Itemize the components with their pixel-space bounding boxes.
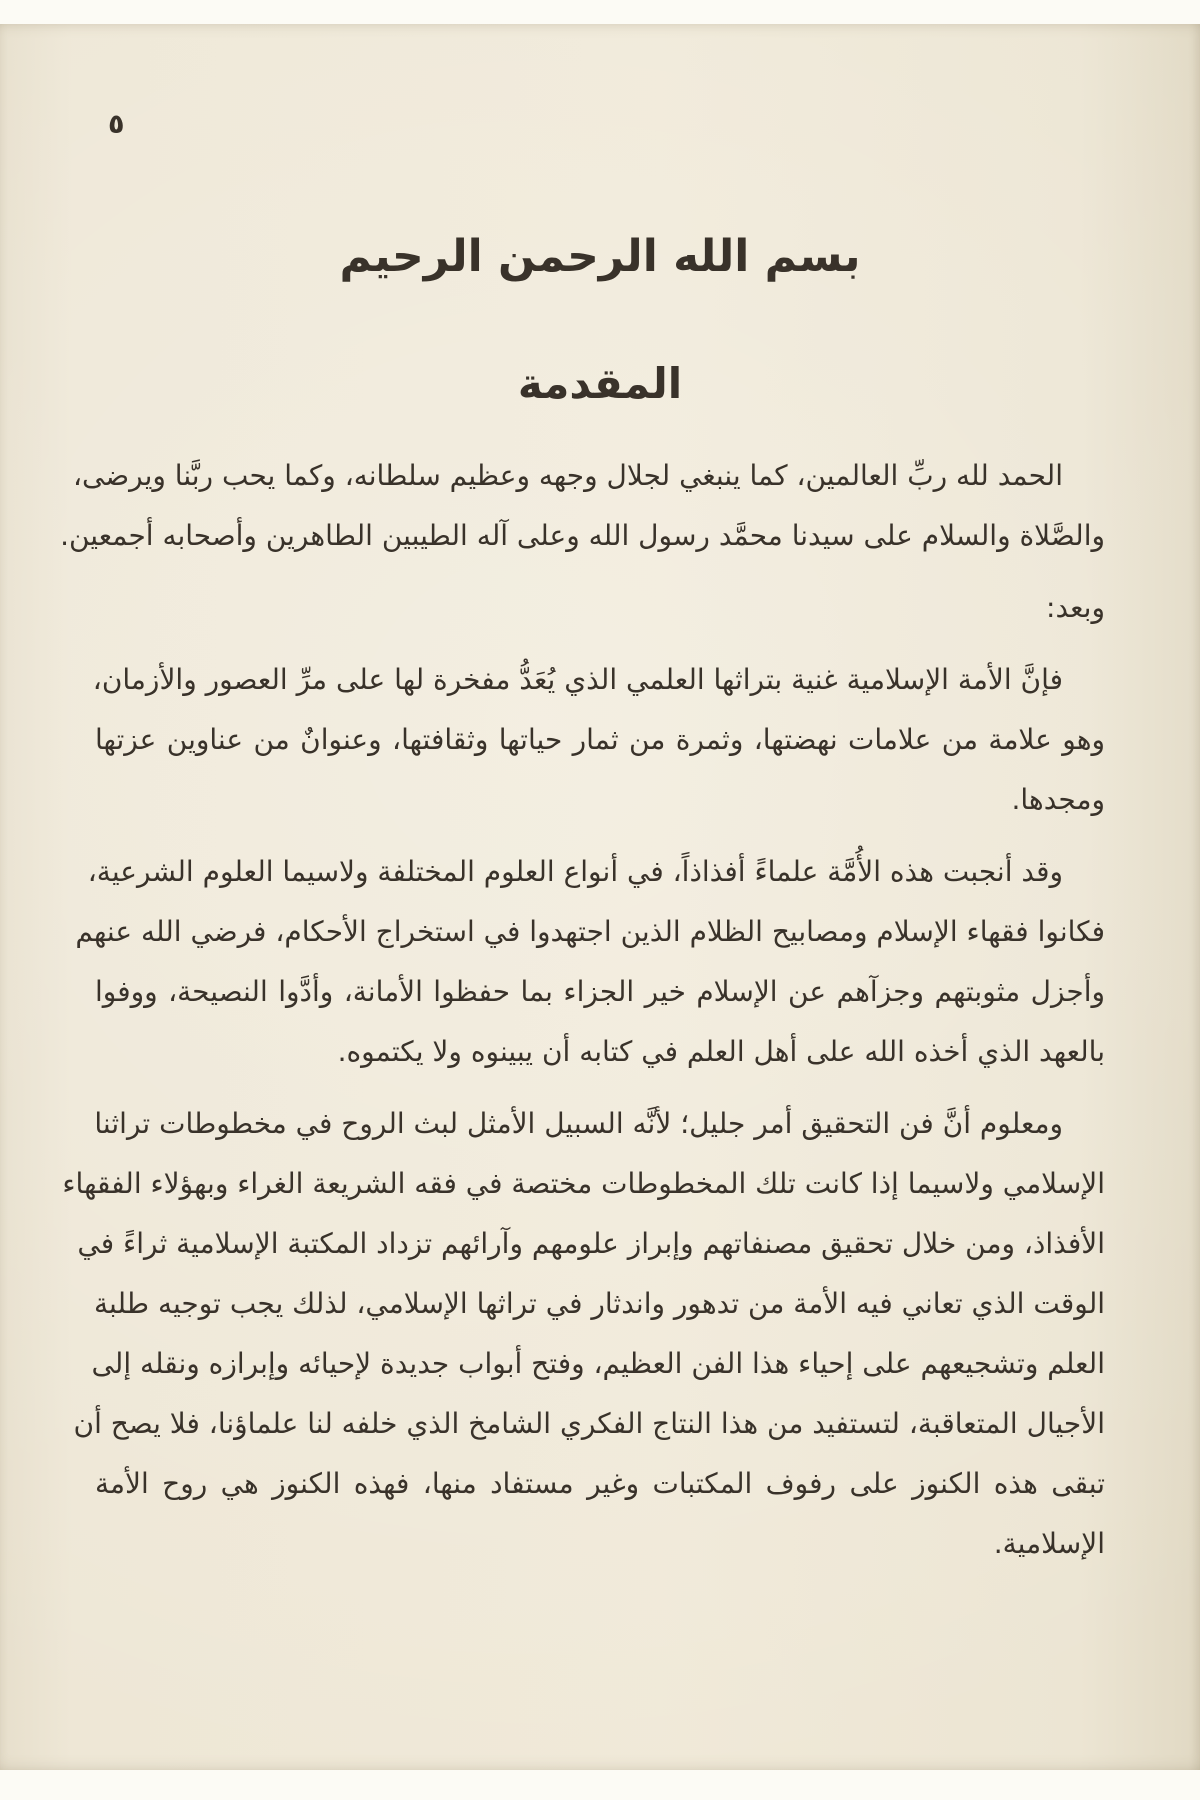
- body-text-block: [60, 446, 1105, 1574]
- text-line: تبقى هذه الكنوز على رفوف المكتبات وغير مستفاد منها، فهذه الكنوز هي روح الأمة: [95, 1467, 1105, 1501]
- text-line: فإنَّ الأمة الإسلامية غنية بتراثها العلمي الذي يُعَدُّ مفخرة لها على مرِّ العصور والأزمان،: [92, 663, 1063, 697]
- text-line: وأجزل مثوبتهم وجزآهم عن الإسلام خير الجزاء بما حفظوا الأمانة، وأدَّوا النصيحة، ووفوا: [95, 975, 1105, 1009]
- text-line: الأفذاذ، ومن خلال تحقيق مصنفاتهم وإبراز علومهم وآرائهم تزداد المكتبة الإسلامية ثراءً في: [77, 1227, 1105, 1261]
- paragraph: [60, 446, 1105, 566]
- text-line: الإسلامية.: [993, 1527, 1105, 1561]
- text-line: الحمد لله ربِّ العالمين، كما ينبغي لجلال وجهه وعظيم سلطانه، وكما يحب ربَّنا ويرضى،: [72, 459, 1063, 493]
- text-line: الوقت الذي تعاني فيه الأمة من تدهور واندثار في تراثها الإسلامي، لذلك يجب توجيه طلبة: [94, 1287, 1105, 1321]
- section-heading: المقدمة: [517, 358, 683, 408]
- text-line: والصَّلاة والسلام على سيدنا محمَّد رسول الله وعلى آله الطيبين الطاهرين وأصحابه أجمعين.: [60, 519, 1105, 553]
- text-line: فكانوا فقهاء الإسلام ومصابيح الظلام الذين اجتهدوا في استخراج الأحكام، فرضي الله عنهم: [75, 915, 1105, 949]
- paragraph: [75, 842, 1105, 1082]
- text-line: ومعلوم أنَّ فن التحقيق أمر جليل؛ لأنَّه السبيل الأمثل لبث الروح في مخطوطات تراثنا: [94, 1107, 1063, 1141]
- text-line: وهو علامة من علامات نهضتها، وثمرة من ثمار حياتها وثقافتها، وعنوانٌ من عناوين عزتها: [95, 723, 1105, 757]
- book-page: [0, 24, 1200, 1770]
- paragraph: [95, 578, 1105, 638]
- text-line: الإسلامي ولاسيما إذا كانت تلك المخطوطات مختصة في فقه الشريعة الغراء وبهؤلاء الفقهاء: [62, 1167, 1105, 1201]
- page-number: ٥: [108, 109, 125, 140]
- text-line: العلم وتشجيعهم على إحياء هذا الفن العظيم، وفتح أبواب جديدة لإحيائه وإبرازه ونقله إلى: [91, 1347, 1105, 1381]
- text-line: وقد أنجبت هذه الأُمَّة علماءً أفذاذاً، في أنواع العلوم المختلفة ولاسيما العلوم الشرعية،: [87, 855, 1063, 889]
- basmala-title: بسم الله الرحمن الرحيم: [339, 231, 861, 282]
- text-line: بالعهد الذي أخذه الله على أهل العلم في كتابه أن يبينوه ولا يكتموه.: [337, 1035, 1105, 1069]
- text-line: ومجدها.: [1011, 783, 1105, 817]
- text-line: وبعد:: [1046, 591, 1105, 625]
- paragraph: [92, 650, 1105, 830]
- text-line: الأجيال المتعاقبة، لتستفيد من هذا النتاج الفكري الشامخ الذي خلفه لنا علماؤنا، فلا يصح أن: [73, 1407, 1105, 1441]
- paragraph: [62, 1094, 1105, 1574]
